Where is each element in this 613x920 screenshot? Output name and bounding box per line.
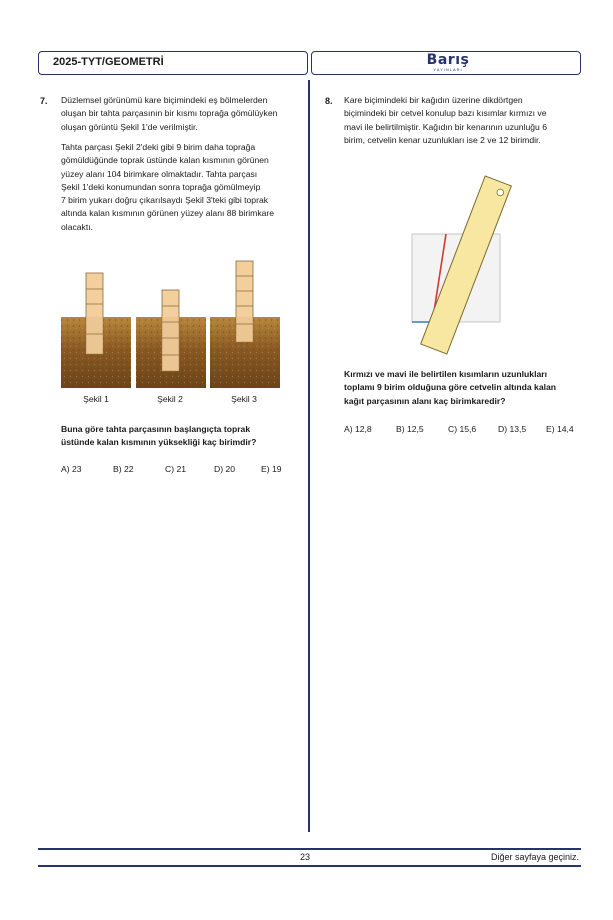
q7-option-e[interactable]: E) 19 bbox=[261, 464, 282, 474]
caption-figure-2: Şekil 2 bbox=[157, 394, 183, 404]
q7-option-b[interactable]: B) 22 bbox=[113, 464, 134, 474]
logo-subtitle: YAYINLARI bbox=[433, 67, 463, 72]
caption-figure-1: Şekil 1 bbox=[83, 394, 109, 404]
q7-option-a[interactable]: A) 23 bbox=[61, 464, 82, 474]
q7-paragraph-1: Düzlemsel görünümü kare biçimindeki eş bölmelerden oluşan bir tahta parçasının bir kısmı toprağa gömülüyken oluşan görüntü Şekil 1'de verilmiştir. bbox=[61, 95, 278, 132]
q7-option-d[interactable]: D) 20 bbox=[214, 464, 236, 474]
next-page-note: Diğer sayfaya geçiniz. bbox=[490, 852, 579, 862]
exam-title: 2025-TYT/GEOMETRİ bbox=[53, 56, 164, 68]
q8-paragraph-1: Kare biçimindeki bir kağıdın üzerine dikdörtgen biçimindeki bir cetvel konulup bazı kısımlar kırmızı ve mavi ile belirtilmiştir. Kağıdın bir kenarının uzunluğu 6 birim, cetvelin kenar uzunlukları ise 2 ve 12 birimdir. bbox=[344, 95, 548, 145]
q8-question: Kırmızı ve mavi ile belirtilen kısımların uzunlukları toplamı 9 birim olduğuna göre cetvelin altında kalan kağıt parçasının alanı kaç birimkaredir? bbox=[344, 369, 557, 406]
footer-line-top bbox=[38, 848, 581, 850]
q8-option-e[interactable]: E) 14,4 bbox=[546, 424, 574, 434]
page-number: 23 bbox=[300, 852, 311, 862]
logo-word: Barış bbox=[426, 52, 470, 68]
q7-question: Buna göre tahta parçasının başlangıçta toprak üstünde kalan kısmının yüksekliği kaç birimdir? bbox=[61, 424, 257, 448]
q8-option-a[interactable]: A) 12,8 bbox=[344, 424, 372, 434]
q7-paragraph-2: Tahta parçası Şekil 2'deki gibi 9 birim daha toprağa gömüldüğünde toprak üstünde kalan kısmının görünen yüzey alanı 104 birimkare olmaktadır. Tahta parçası Şekil 1'deki konumundan sonra toprağa gömülmeyip 7 birim yukarı doğru çıkarılsaydı Şekil 3'teki gibi toprak altında kalan kısmının görünen yüzey alanı 88 birimkare olacaktı. bbox=[61, 142, 275, 232]
q8-option-b[interactable]: B) 12,5 bbox=[396, 424, 424, 434]
q7-option-c[interactable]: C) 21 bbox=[165, 464, 187, 474]
footer-line-bottom bbox=[38, 865, 581, 867]
q8-number: 8. bbox=[325, 96, 333, 106]
q8-option-d[interactable]: D) 13,5 bbox=[498, 424, 527, 434]
q8-option-c[interactable]: C) 15,6 bbox=[448, 424, 477, 434]
q7-number: 7. bbox=[40, 96, 48, 106]
caption-figure-3: Şekil 3 bbox=[231, 394, 257, 404]
